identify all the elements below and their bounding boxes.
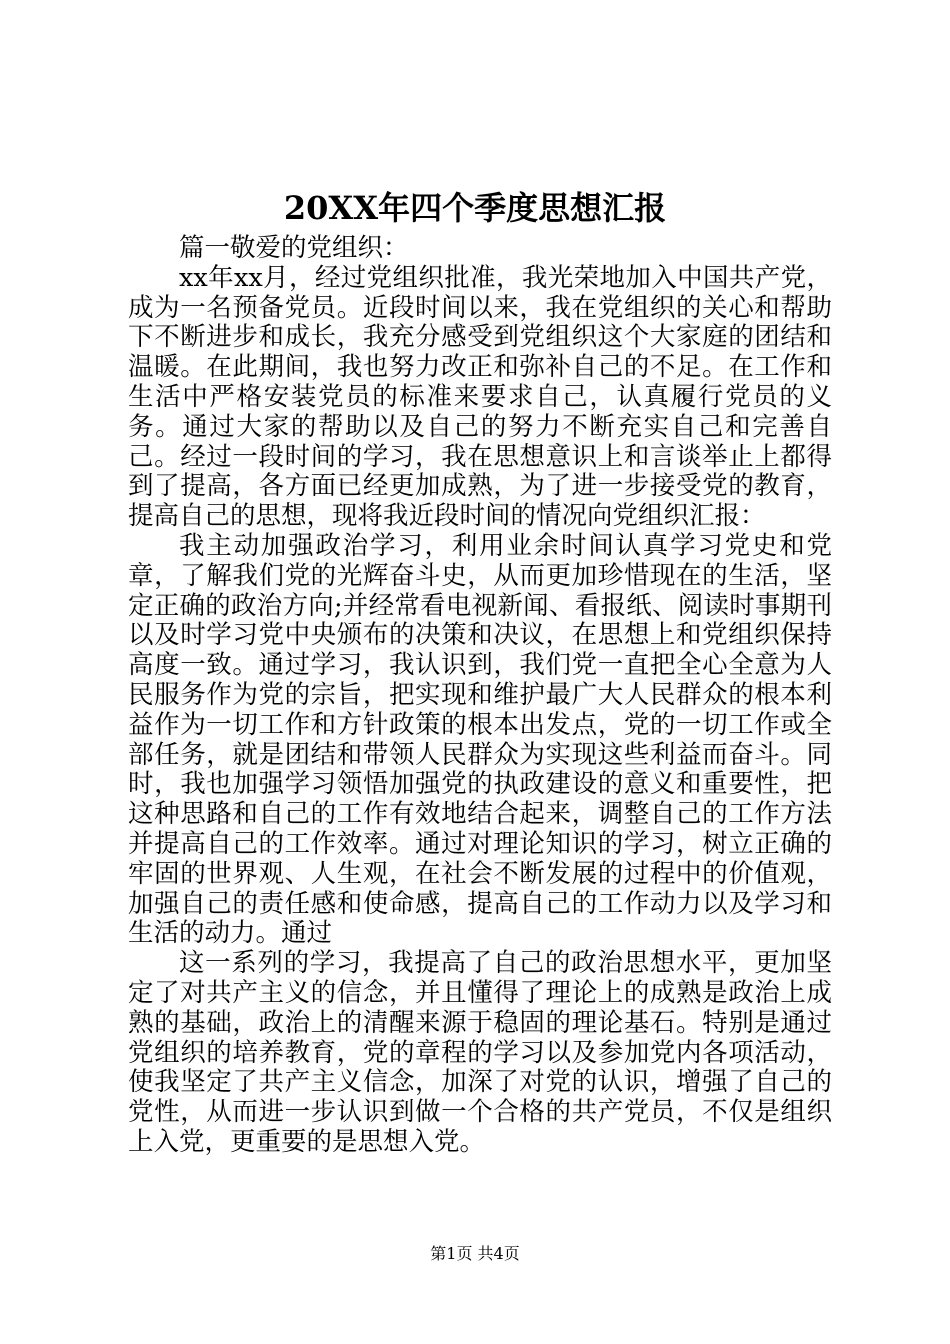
document-title: 20XX年四个季度思想汇报 [283,189,667,227]
body-paragraph-2: 我主动加强政治学习，利用业余时间认真学习党史和党章，了解我们党的光辉奋斗史，从而更加珍惜现在的生活，坚定正确的政治方向;并经常看电视新闻、看报纸、阅读时事期刊以及时学习党中央颁布的决策和决议，在思想上和党组织保持高度一致。通过学习，我认识到，我们党一直把全心全意为人民服务作为党的宗旨，把实现和维护最广大人民群众的根本利益作为一切工作和方针政策的根本出发点，党的一切工作或全部任务，就是团结和带领人民群众为实现这些利益而奋斗。同时，我也加强学习领悟加强党的执政建设的意义和重要性，把这种思路和自己的工作有效地结合起来，调整自己的工作方法并提高自己的工作效率。通过对理论知识的学习，树立正确的牢固的世界观、人生观，在社会不断发展的过程中的价值观，加强自己的责任感和使命感，提高自己的工作动力以及学习和生活的动力。通过 [128,530,832,949]
salutation-paragraph: 篇一敬爱的党组织： [179,233,409,263]
document-body [128,234,832,1158]
body-paragraph-3: 这一系列的学习，我提高了自己的政治思想水平，更加坚定了对共产主义的信念，并且懂得了理论上的成熟是政治上成熟的基础，政治上的清醒来源于稳固的理论基石。特别是通过党组织的培养教育，党的章程的学习以及参加党内各项活动，使我坚定了共产主义信念，加深了对党的认识，增强了自己的党性，从而进一步认识到做一个合格的共产党员，不仅是组织上入党，更重要的是思想入党。 [128,948,832,1157]
page-number-footer: 第1页 共4页 [430,1244,520,1263]
body-paragraph-1: xx年xx月，经过党组织批准，我光荣地加入中国共产党，成为一名预备党员。近段时间以来，我在党组织的关心和帮助下不断进步和成长，我充分感受到党组织这个大家庭的团结和温暖。在此期间，我也努力改正和弥补自己的不足。在工作和生活中严格安装党员的标准来要求自己，认真履行党员的义务。通过大家的帮助以及自己的努力不断充实自己和完善自己。经过一段时间的学习，我在思想意识上和言谈举止上都得到了提高，各方面已经更加成熟，为了进一步接受党的教育，提高自己的思想，现将我近段时间的情况向党组织汇报： [128,262,832,532]
